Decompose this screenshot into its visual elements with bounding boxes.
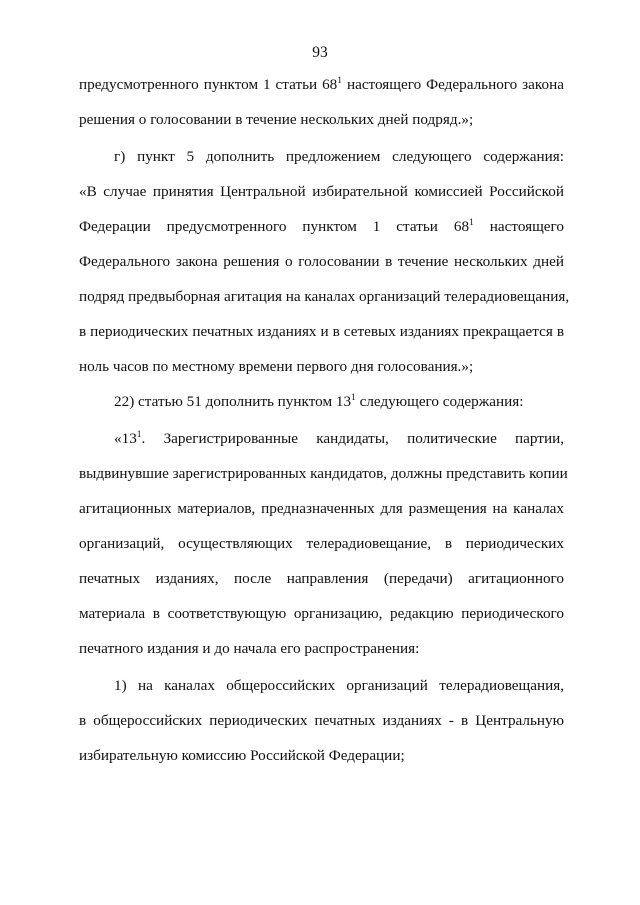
text-segment: Федерации предусмотренного пунктом 1 статьи 68 [79,218,470,235]
text-segment: печатного издания и до начала его распространения: [79,640,420,657]
text-segment: 22) статью 51 дополнить пунктом 13 [114,393,352,410]
text-line [79,253,564,271]
text-segment: материала в соответствующую организацию, редакцию периодического [79,605,564,622]
text-line [114,148,564,166]
text-line [79,570,564,588]
text-line [79,76,564,94]
text-segment: Федерального закона решения о голосовании в течение нескольких дней [79,253,564,270]
text-segment: г) пункт 5 дополнить предложением следующего содержания: [114,148,564,165]
superscript: 1 [337,76,343,86]
text-line [79,605,564,623]
text-segment: предусмотренного пунктом 1 статьи 68 [79,76,338,93]
text-segment: 1) на каналах общероссийских организаций телерадиовещания, [114,677,564,694]
text-segment: . Зарегистрированные кандидаты, политические партии, [141,430,564,447]
text-segment: следующего содержания: [355,393,524,410]
superscript: 1 [469,218,474,228]
text-line [114,677,564,695]
text-line [79,747,564,765]
text-segment: настоящего [473,218,564,235]
text-line [79,183,564,201]
superscript: 1 [136,430,142,440]
text-line [79,288,570,306]
text-line [79,712,564,730]
text-segment: выдвинувшие зарегистрированных кандидатов, должны представить копии [79,465,568,482]
text-segment: «В случае принятия Центральной избирательной комиссией Российской [79,183,564,200]
text-line [114,393,564,411]
text-line [79,323,564,341]
text-line [79,465,568,483]
text-segment: подряд предвыборная агитация на каналах организаций телерадиовещания, [79,288,570,305]
page-number: 93 [312,44,328,61]
text-segment: в периодических печатных изданиях и в сетевых изданиях прекращается в [79,323,564,340]
text-line [114,430,564,448]
text-segment: печатных изданиях, после направления (передачи) агитационного [79,570,564,587]
text-line [79,640,564,658]
text-segment: настоящего Федерального закона [342,76,564,93]
text-segment: организаций, осуществляющих телерадиовещание, в периодических [79,535,564,552]
text-segment: решения о голосовании в течение нескольких дней подряд.»; [79,111,474,128]
text-line [79,500,564,518]
text-line [79,358,564,376]
text-segment: в общероссийских периодических печатных изданиях - в Центральную [79,712,564,729]
superscript: 1 [351,393,356,403]
text-segment: избирательную комиссию Российской Федерации; [79,747,405,764]
text-line [79,535,564,553]
text-segment: «13 [114,430,137,447]
text-segment: ноль часов по местному времени первого дня голосования.»; [79,358,474,375]
text-line [79,218,564,236]
text-line [79,111,564,129]
text-segment: агитационных материалов, предназначенных для размещения на каналах [79,500,564,517]
